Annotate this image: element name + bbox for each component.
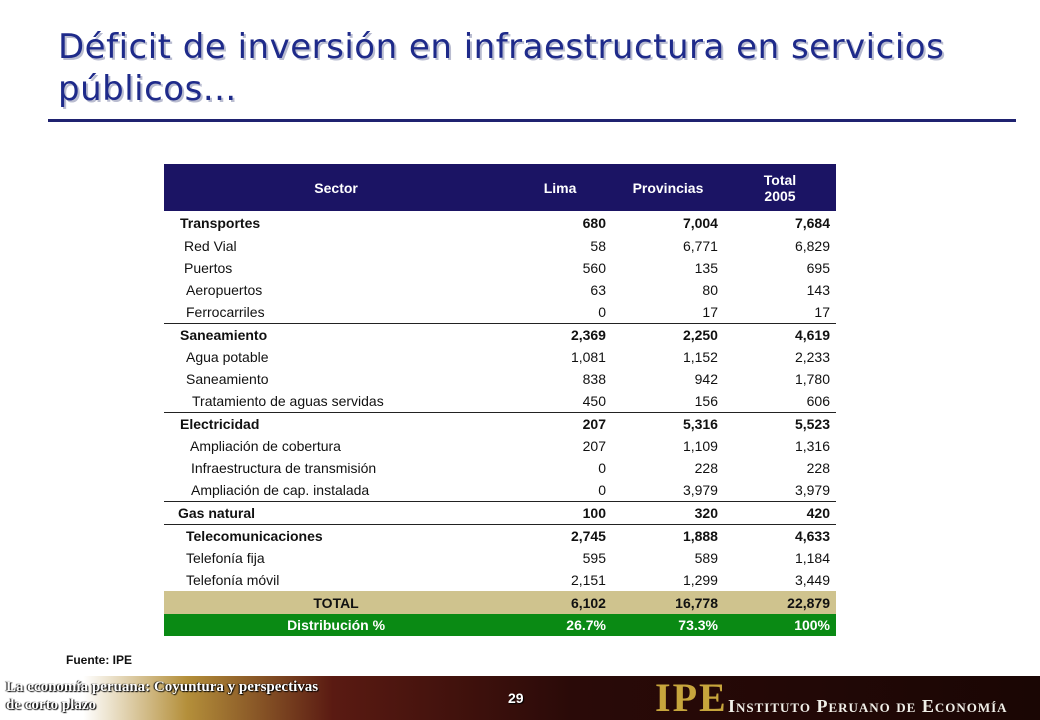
row-lima-cell: 450 <box>582 393 606 409</box>
row-sector-cell: Saneamiento <box>186 371 269 387</box>
row-sector-cell: Red Vial <box>184 238 237 254</box>
row-total-cell: 4,619 <box>724 324 836 347</box>
distribution-row-total-cell: 100% <box>724 614 836 636</box>
row-provincias-cell: 1,888 <box>612 525 724 548</box>
row-provincias-cell: 17 <box>702 304 718 320</box>
row-sector-cell: Telecomunicaciones <box>164 525 508 548</box>
source-note: Fuente: IPE <box>66 653 133 667</box>
row-lima-cell: 63 <box>590 282 606 298</box>
distribution-row-provincias-cell: 73.3% <box>612 614 724 636</box>
total-row-lima-cell: 6,102 <box>508 591 612 614</box>
row-provincias-cell: 2,250 <box>612 324 724 347</box>
row-total-cell: 7,684 <box>794 215 830 231</box>
row-sector-cell: Ampliación de cap. instalada <box>191 482 370 498</box>
row-lima-cell: 1,081 <box>570 349 606 365</box>
row-provincias-cell: 3,979 <box>682 482 718 498</box>
table-row <box>164 479 836 502</box>
row-sector-cell: Ferrocarriles <box>186 304 265 320</box>
table-row <box>164 457 836 479</box>
table-row <box>164 547 836 569</box>
row-provincias-cell: 1,299 <box>682 572 718 588</box>
row-total-cell: 3,449 <box>794 572 830 588</box>
row-sector-cell: Ampliación de cobertura <box>190 438 341 454</box>
row-provincias-cell: 5,316 <box>612 413 724 436</box>
row-sector-cell: Aeropuertos <box>186 282 263 298</box>
row-lima-cell: 595 <box>582 550 606 566</box>
table-row <box>164 279 836 301</box>
row-lima-cell: 560 <box>582 260 606 276</box>
table-row <box>164 569 836 591</box>
row-provincias-cell: 80 <box>702 282 718 298</box>
row-total-cell: 606 <box>806 393 830 409</box>
row-sector-cell: Infraestructura de transmisión <box>191 460 377 476</box>
header-sector: Sector <box>164 164 508 211</box>
header-total <box>724 164 836 211</box>
category-row <box>164 413 836 436</box>
total-row-sector-cell: TOTAL <box>164 591 508 614</box>
header-lima: Lima <box>508 164 612 211</box>
row-lima-cell: 100 <box>508 502 612 525</box>
row-total-cell: 695 <box>806 260 830 276</box>
category-row <box>164 502 836 525</box>
total-row <box>164 591 836 614</box>
row-sector-cell: Transportes <box>180 215 261 231</box>
title-underline <box>48 119 1016 122</box>
footer-title-line2: de corto plazo <box>6 697 96 713</box>
page-number: 29 <box>508 690 524 706</box>
category-row <box>164 211 836 235</box>
slide-title: Déficit de inversión en infraestructura en servicios públicos... <box>58 27 945 109</box>
row-provincias-cell: 228 <box>694 460 718 476</box>
row-lima-cell: 207 <box>582 438 606 454</box>
row-provincias-cell: 156 <box>694 393 718 409</box>
row-lima-cell: 0 <box>598 304 606 320</box>
row-lima-cell: 0 <box>598 482 606 498</box>
table-row <box>164 346 836 368</box>
table-row <box>164 390 836 413</box>
row-provincias-cell: 320 <box>612 502 724 525</box>
category-row <box>164 324 836 347</box>
total-row-total-cell: 22,879 <box>724 591 836 614</box>
row-lima-cell: 838 <box>582 371 606 387</box>
row-total-cell: 17 <box>814 304 830 320</box>
row-total-cell: 1,316 <box>794 438 830 454</box>
row-provincias-cell: 7,004 <box>682 215 718 231</box>
row-provincias-cell: 6,771 <box>682 238 718 254</box>
table-header-row <box>164 164 836 211</box>
table-row <box>164 435 836 457</box>
row-total-cell: 420 <box>724 502 836 525</box>
row-lima-cell: 207 <box>508 413 612 436</box>
header-total-year: 2005 <box>764 187 796 204</box>
distribution-row-lima-cell: 26.7% <box>508 614 612 636</box>
row-provincias-cell: 1,152 <box>682 349 718 365</box>
institute-name: Instituto Peruano de Economía <box>728 696 1008 716</box>
category-row <box>164 525 836 548</box>
total-row-provincias-cell: 16,778 <box>612 591 724 614</box>
distribution-row-sector-cell: Distribución % <box>164 614 508 636</box>
table-row <box>164 301 836 324</box>
table-body <box>164 211 836 636</box>
row-total-cell: 1,780 <box>794 371 830 387</box>
row-total-cell: 6,829 <box>794 238 830 254</box>
row-lima-cell: 0 <box>598 460 606 476</box>
distribution-row <box>164 614 836 636</box>
row-provincias-cell: 1,109 <box>682 438 718 454</box>
row-sector-cell: Puertos <box>184 260 233 276</box>
row-total-cell: 3,979 <box>794 482 830 498</box>
row-sector-cell: Telefonía fija <box>186 550 265 566</box>
row-total-cell: 1,184 <box>794 550 830 566</box>
row-total-cell: 5,523 <box>724 413 836 436</box>
ipe-logo: IPE <box>655 675 728 720</box>
header-provincias: Provincias <box>612 164 724 211</box>
table-row <box>164 257 836 279</box>
row-sector-cell: Saneamiento <box>164 324 508 347</box>
table-row <box>164 235 836 257</box>
row-sector-cell: Electricidad <box>164 413 508 436</box>
row-lima-cell: 2,369 <box>508 324 612 347</box>
row-total-cell: 228 <box>806 460 830 476</box>
row-lima-cell: 58 <box>590 238 606 254</box>
row-provincias-cell: 135 <box>694 260 718 276</box>
table-row <box>164 368 836 390</box>
row-provincias-cell: 589 <box>694 550 718 566</box>
row-sector-cell: Gas natural <box>164 502 508 525</box>
footer-presentation-title <box>6 678 318 714</box>
row-total-cell: 2,233 <box>794 349 830 365</box>
header-total-label: Total <box>763 171 797 188</box>
row-lima-cell: 2,745 <box>508 525 612 548</box>
row-sector-cell: Telefonía móvil <box>186 572 280 588</box>
row-provincias-cell: 942 <box>694 371 718 387</box>
footer-title-line1: La economía peruana: Coyuntura y perspectivas <box>6 679 319 695</box>
row-total-cell: 143 <box>806 282 830 298</box>
row-lima-cell: 680 <box>582 215 606 231</box>
infrastructure-deficit-table <box>164 164 836 636</box>
row-sector-cell: Tratamiento de aguas servidas <box>192 393 384 409</box>
row-sector-cell: Agua potable <box>186 349 269 365</box>
row-lima-cell: 2,151 <box>570 572 606 588</box>
row-total-cell: 4,633 <box>724 525 836 548</box>
